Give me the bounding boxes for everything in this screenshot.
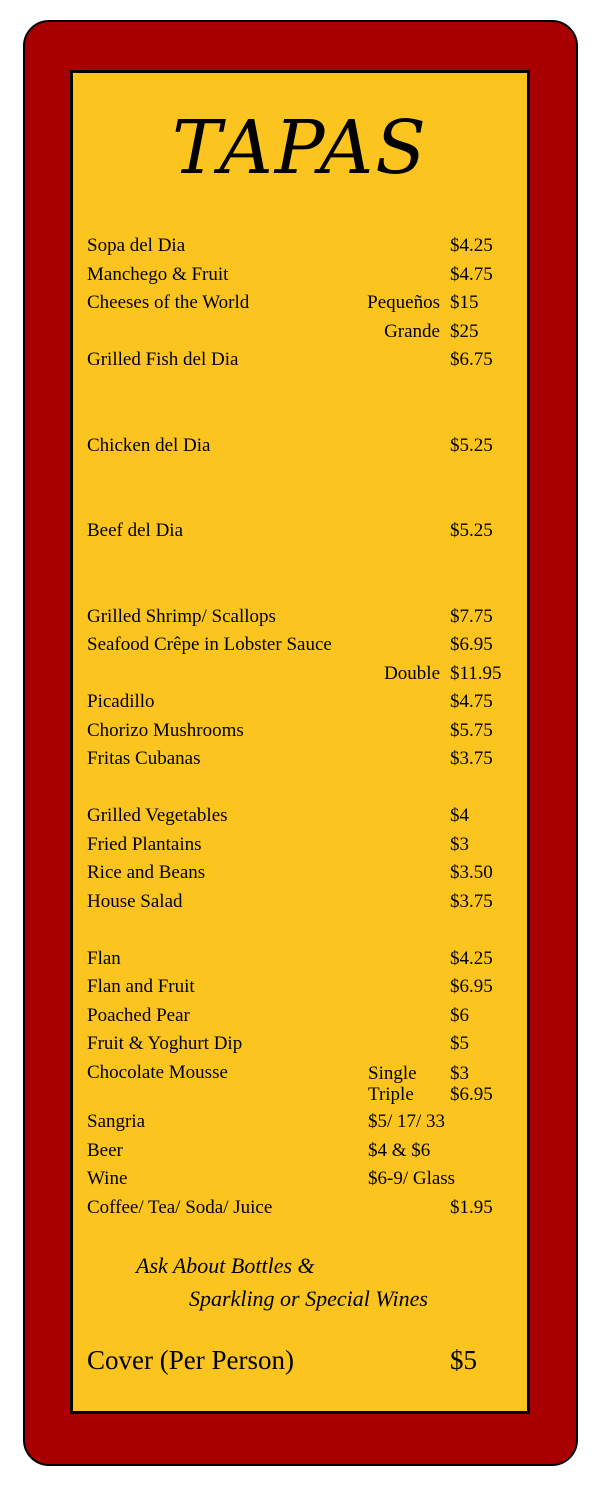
menu-item <box>0 719 600 743</box>
menu-title: TAPAS <box>172 105 428 191</box>
item-name: Sopa del Dia <box>87 235 186 256</box>
item-name: Beef del Dia <box>87 520 184 541</box>
item-name: Chorizo Mushrooms <box>87 720 244 741</box>
item-option: Double <box>384 663 440 684</box>
item-price: $5/ 17/ 33 <box>368 1111 446 1132</box>
item-name: Flan <box>87 948 121 969</box>
item-price: $3.50 <box>450 862 493 883</box>
item-name: Picadillo <box>87 691 155 712</box>
item-name: Seafood Crêpe in Lobster Sauce <box>87 634 332 655</box>
menu-item <box>0 804 600 828</box>
item-price: $4 & $6 <box>368 1140 431 1161</box>
menu-item <box>0 348 600 372</box>
item-price: $6-9/ Glass <box>368 1168 456 1189</box>
item-price: $1.95 <box>450 1197 493 1218</box>
item-price: $4.75 <box>450 264 493 285</box>
item-name: Chicken del Dia <box>87 435 211 456</box>
item-option: Triple <box>368 1084 414 1105</box>
menu-item-variant <box>0 662 600 686</box>
item-name: Grilled Vegetables <box>87 805 228 826</box>
menu-item <box>0 690 600 714</box>
item-price: $3 <box>450 834 469 855</box>
item-name: Flan and Fruit <box>87 976 195 997</box>
menu-item <box>0 1110 600 1134</box>
item-name: Fruit & Yoghurt Dip <box>87 1033 243 1054</box>
menu-item <box>0 234 600 258</box>
menu-item-variant <box>0 320 600 344</box>
item-price: $7.75 <box>450 606 493 627</box>
item-name: Rice and Beans <box>87 862 206 883</box>
item-price: $6.95 <box>450 1084 493 1105</box>
item-name: Beer <box>87 1140 123 1161</box>
item-name: Wine <box>87 1168 128 1189</box>
cover-price: $5 <box>450 1345 477 1375</box>
item-price: $4.75 <box>450 691 493 712</box>
item-price: $6.95 <box>450 976 493 997</box>
item-prices-stack <box>450 1063 493 1105</box>
menu-item <box>0 1196 600 1220</box>
item-option: Grande <box>384 321 440 342</box>
item-price: $11.95 <box>450 663 502 684</box>
item-price: $6.95 <box>450 634 493 655</box>
item-price: $5 <box>450 1033 469 1054</box>
item-price: $6.75 <box>450 349 493 370</box>
item-price: $6 <box>450 1005 469 1026</box>
item-price: $3.75 <box>450 891 493 912</box>
item-name: Grilled Fish del Dia <box>87 349 239 370</box>
item-name: Fritas Cubanas <box>87 748 201 769</box>
menu-item <box>0 890 600 914</box>
menu-item <box>0 947 600 971</box>
item-price: $5.75 <box>450 720 493 741</box>
item-name: House Salad <box>87 891 183 912</box>
menu-item <box>0 975 600 999</box>
item-name: Sangria <box>87 1111 146 1132</box>
item-price: $25 <box>450 321 479 342</box>
item-options-stack <box>368 1063 417 1105</box>
menu-item <box>0 605 600 629</box>
menu-item <box>0 633 600 657</box>
menu-item <box>0 1167 600 1191</box>
item-price: $3.75 <box>450 748 493 769</box>
note-line-2: Sparkling or Special Wines <box>189 1286 428 1311</box>
item-name: Cheeses of the World <box>87 292 250 313</box>
item-name: Fried Plantains <box>87 834 202 855</box>
item-price: $4.25 <box>450 948 493 969</box>
item-name: Poached Pear <box>87 1005 190 1026</box>
item-price: $3 <box>450 1063 469 1084</box>
item-price: $15 <box>450 292 479 313</box>
item-price: $5.25 <box>450 435 493 456</box>
cover-label: Cover (Per Person) <box>87 1345 294 1375</box>
menu-item <box>0 747 600 771</box>
menu-item <box>0 833 600 857</box>
menu-item <box>0 861 600 885</box>
menu-item <box>0 1061 600 1085</box>
item-name: Chocolate Mousse <box>87 1062 228 1083</box>
item-option: Single <box>368 1063 417 1084</box>
item-price: $4 <box>450 805 469 826</box>
menu-item <box>0 434 600 458</box>
item-price: $5.25 <box>450 520 493 541</box>
menu-item <box>0 291 600 315</box>
menu-item <box>0 263 600 287</box>
note-line-1: Ask About Bottles & <box>136 1253 315 1278</box>
item-name: Grilled Shrimp/ Scallops <box>87 606 276 627</box>
menu-item <box>0 1139 600 1163</box>
menu-item <box>0 1032 600 1056</box>
menu-item <box>0 519 600 543</box>
menu-item <box>0 1004 600 1028</box>
item-price: $4.25 <box>450 235 493 256</box>
item-name: Coffee/ Tea/ Soda/ Juice <box>87 1197 273 1218</box>
item-name: Manchego & Fruit <box>87 264 229 285</box>
item-option: Pequeños <box>367 292 440 313</box>
